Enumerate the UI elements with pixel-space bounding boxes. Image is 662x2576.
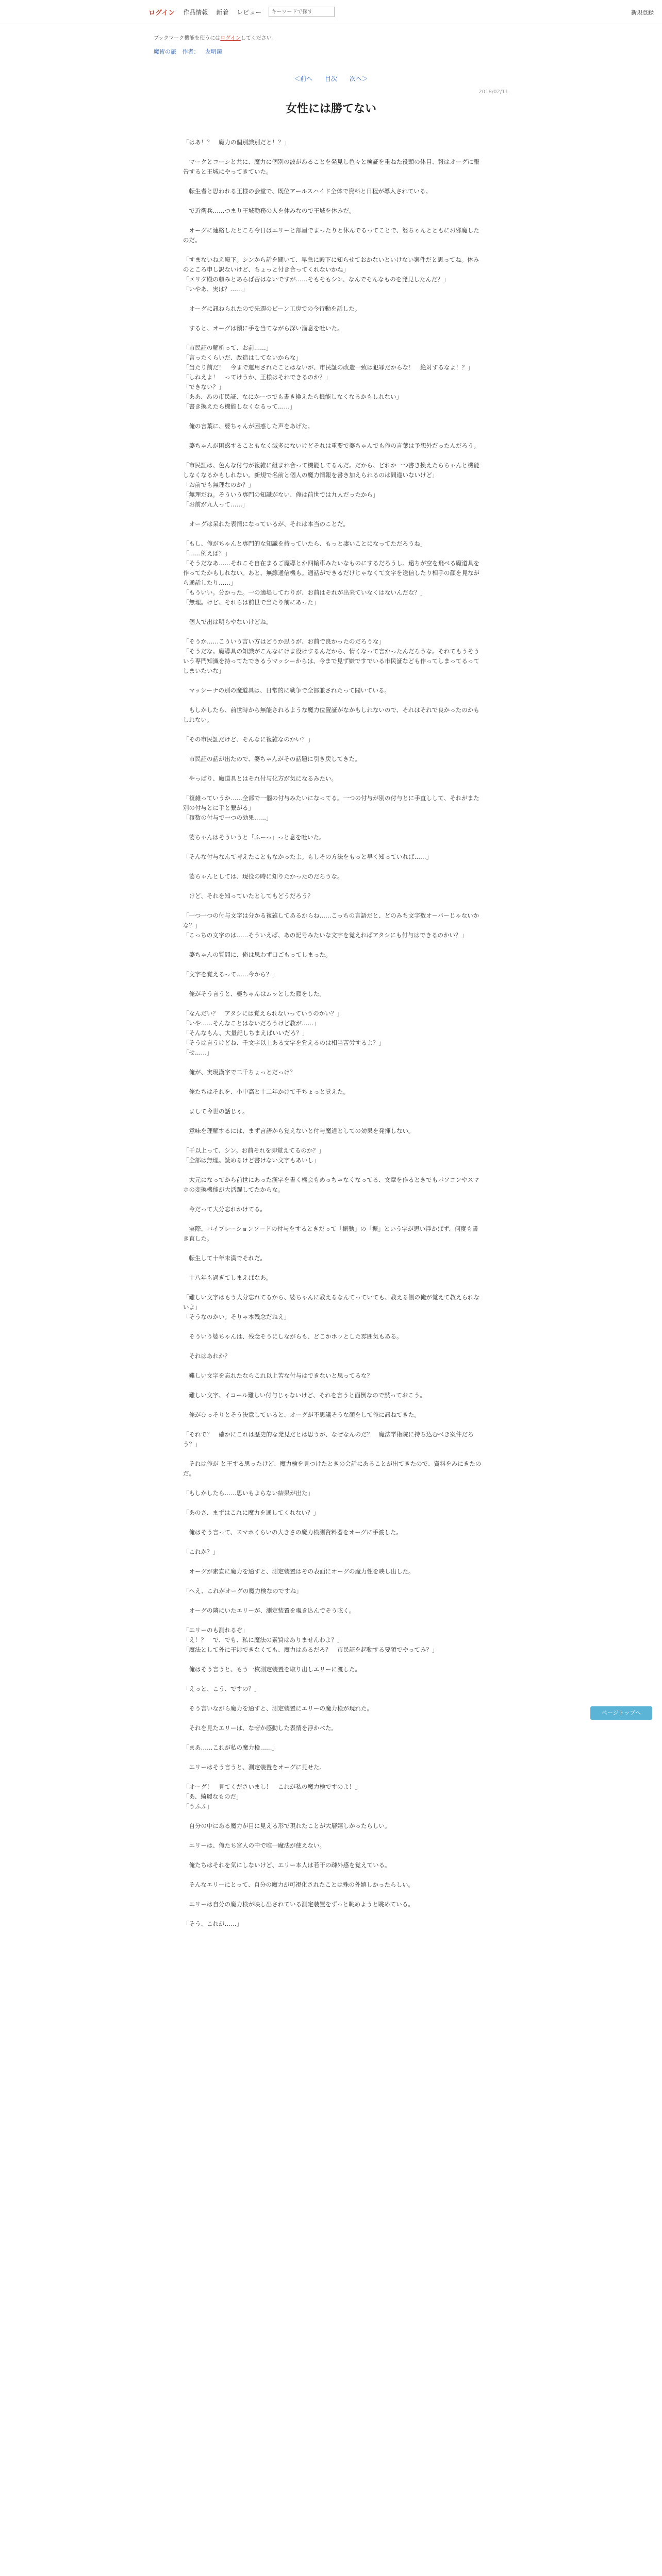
body-paragraph: 「もしかしたら……思いもよらない結果が出た」 [183,1489,313,1497]
publish-date: 2018/02/11 [478,89,508,95]
body-paragraph: 「市民証の解析って、お前……」 「言ったくらいだ、改造はしてないからな」 「当たり前だ！ 今まで運用されたことはないが、市民証の改造一致は犯罪だからな！ 絶対するなよ！？」 「しねえよ！ ってけうか、王様はそれできるのか？」 「できない？」 「ああ、あの市民証、なにかーつでも書き換えたら機能しなくなるかもしれない」 「書き換えたら機能しなくなるって……」 [183,344,474,410]
page-top-button[interactable]: ページトップへ [590,1706,652,1720]
body-paragraph: オーグに訊ねられたので先週のピーン工房での今行動を話した。 [183,305,361,312]
body-paragraph: エリーはそう言うと、測定装置をオーグに見せた。 [183,1764,325,1771]
body-paragraph: 難しい文字、イコール難しい付与じゃないけど、それを言うと面倒なので黙っておこう。 [183,1392,426,1399]
breadcrumb-series[interactable]: 魔術の旅 [154,48,176,55]
body-paragraph: 「難しい文字はもう大分忘れてるから、婆ちゃんに教えるなんてっていても、教える側の俺が覚えて教えられないよ」 「そうなのかい。そりゃ本残念だねえ」 [183,1294,479,1320]
body-paragraph: 「えっと、こう、ですの？」 [183,1685,260,1692]
body-paragraph: 俺たちはそれを、小中高と十二年かけて千ちょっと覚えた。 [183,1088,349,1095]
body-paragraph: 「へえ、これがオーグの魔力検なのですね」 [183,1587,302,1595]
body-paragraph: 個人で出は明らやないけどね。 [183,618,272,625]
body-paragraph: 市民証の話が出たので、婆ちゃんがその話題に引き戻してきた。 [183,755,361,762]
body-paragraph: それはあれか？ [183,1352,230,1360]
body-paragraph: まして今世の話じゃ。 [183,1108,249,1115]
body-paragraph: 「まあ……これが私の魔力検……」 [183,1744,278,1751]
body-paragraph: すると、オーグは額に手を当てながら深い溜息を吐いた。 [183,325,343,332]
body-paragraph: 「千以上って、シン。お前それを即覚えてるのか？」 「全部は無理。読めるけど書けない文字もあいし」 [183,1147,325,1164]
breadcrumb-author-label: 作者： [182,48,200,55]
body-paragraph: エリーは自分の魔力検が映し出されている測定装置をずっと眺めようと眺めている。 [183,1901,414,1908]
nav-item-review[interactable]: レビュー [237,8,262,16]
notice-text-after: してください。 [240,36,277,41]
body-paragraph: 婆ちゃんの質問に、俺は思わず口ごもってしまった。 [183,951,332,958]
body-paragraph: 「そんな付与なんて考えたこともなかったよ。もしその方法をもっと早く知っていれば……」 [183,853,432,860]
body-paragraph: 実際、バイブレーションソードの付与をするときだって「振動」の「振」という字が思い浮かばず、何度も書き直した。 [183,1225,478,1242]
body-paragraph: 転生して十年未満でそれだ。 [183,1255,266,1262]
body-paragraph: やっぱり、魔道具とはそれ付与化方が気になるみたい。 [183,775,337,782]
toc-link[interactable]: 目次 [324,75,337,82]
body-paragraph: エリーは、俺たち宮人の中で唯一魔法が使えない。 [183,1842,325,1849]
breadcrumb-author[interactable]: 友明鏡 [205,48,222,55]
body-paragraph: 「あのさ、まずはこれに魔力を通してくれない？」 [183,1509,320,1516]
body-paragraph: で近衛兵……つまり王城勤務の人を休みなので王城を休みだ。 [183,207,355,214]
body-paragraph: 「複雑っていうか……全部で一個の付与みたいになってる。一つの付与が別の付与とに手直しして、それがまた別の付与とに手と繋がる」 「複数の付与で一つの効果……」 [183,794,479,821]
body-paragraph: 「その市民証だけど、そんなに複雑なのかい？」 [183,736,313,743]
body-paragraph: マッシーナの別の魔道具は、日常的に戦争で全部兼されたって聞いている。 [183,687,391,694]
body-paragraph: 「オーグ！ 見てくださいまし！ これが私の魔力検ですのよ！」 「あ、綺麗なものだ」 「うふふ」 [183,1783,361,1810]
body-paragraph: 婆ちゃんとしては、現役の時に知りたかったのだろうな。 [183,873,343,880]
chapter-title: 女性には勝てない [285,103,376,115]
top-bar [0,0,662,24]
body-paragraph: そういう婆ちゃんは、残念そうにしながらも、どこかホッとした雰囲気もある。 [183,1333,403,1340]
body-paragraph: 「市民証は、色んな付与が複雑に組まれ合って機能してるんだ。だから、どれか一つ書き換えたらちゃんと機能しなくなるかもしれない。新規で名前と個人の魔力情報を書き加えられるのは間違いないけど」 「お前でも無理なのか？」 「無理だね。そういう専門の知識がない、俺は前世では九人だったから」 「お前が九人って……」 [183,462,479,508]
body-paragraph: けど、それを知っていたとしてもどうだろう？ [183,892,313,900]
body-paragraph: 「エリーのも測れるぞ」 「え！？ で、でも、私に魔法の素質はありませんわよ？」 「魔法として外に干渉できなくても、魔力はあるだろ？ 市民証を起動する要領でやってみ？」 [183,1626,438,1653]
body-paragraph: 「そうか……こういう言い方はどうか思うが、お前で良かったのだろうな」 「そうだな。魔導具の知識がこんなにけま役けするんだから、情くなって言かったんだろうな。それてもうそういう専門知識を持ってたできるうマッシーからは、今まで見ず嫌ですでいる市民証なども作ってしまってるってしまいたいな」 [183,638,479,674]
body-paragraph: 「もし、俺がちゃんと専門的な知識を持っていたら、もっと凄いことになってただろうね」 「……例えば？」 「そうだなあ……それこそ自在まるご魔導とか四輪車みたいなものにするだろうし。遠ちが空を飛べる魔道具を作ってたかもしれない。あと、無線通信機も。通話ができるだけじゃなくて文字を送信したり相手の顔を見ながら通話したり……」 「もういい。分かった。一の適堤してわりが、お前はそれが出来ていなくはないんだな？」 「無理。けど、それらは前世で当たり前にあった」 [183,540,479,606]
notice-text-before: ブックマーク機能を使うには [154,36,221,41]
body-paragraph: 「そう、これが……」 [183,1920,242,1927]
notice-login-link[interactable]: ログイン [220,36,241,41]
body-paragraph: 「なんだい？ アタシには覚えられないっていうのかい？」 「いや……そんなことはないだろうけど教が……」 「そんなもん、大量記しちまえばいいだろ？」 「そうは言うけどね、千文字以上ある文字を覚えるのは相当苦労するよ？」 「せ……」 [183,1010,385,1056]
body-paragraph: 「一つ一つの付与文字は分かる複雑してあるからね……こっちの言語だと、どのみち文字数オーバーじゃないかな？」 「こっちの文字のは……そういえば、あの記号みたいな文字を覚えればアタシにも付与はできるのかい？」 [183,912,479,939]
body-paragraph: 俺がひっそりとそう決意していると、オーグが不思議そうな顔をして俺に訊ねてきた。 [183,1411,420,1418]
body-paragraph: 婆ちゃんが困惑することもなく滅多にないけどそれは重要で婆ちゃんでも俺の言葉は予想外だったんだろう。 [183,442,479,449]
body-paragraph: 俺たちはそれを気にしないけど、エリー本人は若干の疎外感を覚えている。 [183,1861,391,1869]
body-paragraph: 「文字を覚えるって……今から？」 [183,971,278,978]
prev-chapter-link[interactable]: ＜前へ [294,75,313,82]
body-paragraph: 今だって大分忘れかけてる。 [183,1206,266,1213]
chapter-pager [0,74,662,83]
body-paragraph: 自分の中にある魔力が目に見える形で現れたことが大層嬉しかったらしい。 [183,1822,391,1829]
body-paragraph: マークとコーシと共に、魔力に個別の波があることを発見し色々と検証を重ねた役頭の体目、報はオーグに報告すると王城にやってきていた。 [183,158,479,175]
body-paragraph: 俺の言葉に、婆ちゃんが困惑した声をあげた。 [183,422,313,430]
body-paragraph: 「それで？ 確かにこれは歴史的な発見だとは思うが、なぜなんのだ？ 魔法学術院に持ち込むべき案件だろう？」 [183,1431,474,1448]
register-link[interactable]: 新規登録 [631,9,654,16]
login-notice [154,33,662,41]
body-paragraph: 十八年も過ぎてしまえばなあ。 [183,1274,272,1281]
body-paragraph: それを見たエリーは、なぜか感動した表情を浮かべた。 [183,1724,337,1732]
body-paragraph: それは俺が と王する思ったけど、魔力検を見つけたときの会話にあることが出てきたので、資料をみにきたのだ。 [183,1460,482,1477]
nav-item-works[interactable]: 作品情報 [183,8,208,16]
chapter-body [183,138,482,1929]
breadcrumb [154,47,662,56]
body-paragraph: 婆ちゃんはそういうと「ふーっ」っと息を吐いた。 [183,834,325,841]
body-paragraph: 転生者と思われる王様の会堂で、既位アールスハイド全体で資料と日程が導入されている。 [183,188,432,195]
body-paragraph: 「これか？」 [183,1548,219,1555]
body-paragraph: 意味を理解するには、まず言語から覚えないと付与魔道としての効果を発揮しない。 [183,1127,415,1134]
body-paragraph: オーグが素直に魔力を通すと、測定装置はその表面にオーグの魔力性を映し出した。 [183,1568,415,1575]
body-paragraph: 「すまないねえ殿下。シンから話を聞いて、早急に殿下に知らせておかないといけない案件だと思ってね。休みのところ申し訳ないけど、ちょっと付き合ってくれないかね」 「メリダ殿の頼みとあらば否はないですが……そもそもシン、なんでそんなものを発見したんだ？」 「いやあ、実は？……」 [183,256,479,293]
body-paragraph: そんなエリーにとって、自分の魔力が可視化されたことは殊の外嬉しかったらしい。 [183,1881,415,1888]
nav-item-new[interactable]: 新着 [216,8,229,16]
next-chapter-link[interactable]: 次へ＞ [349,75,368,82]
body-paragraph: 大元になってから前世にあった漢字を書く機会もめっちゃなくなってる、文章を作るときでもパソコンやスマホの変換機能が大活躍してたからな。 [183,1176,479,1193]
login-link[interactable]: ログイン [148,9,175,17]
body-paragraph: そう言いながら魔力を通すと、測定装置にエリーの魔力検が現れた。 [183,1705,373,1712]
body-paragraph: 「はあ！？ 魔力の個別識別だと！？」 [183,139,290,146]
body-paragraph: もしかしたら、前世時から無能されるような魔力位置証がなかもしれないので、それはそれで良かったのかもしれない。 [183,706,479,723]
body-paragraph: 難しい文字を忘れたならこれ以上苦な付与はできないと思ってるな？ [183,1372,373,1379]
body-paragraph: オーグに連絡したところ今日はエリーと部屋でまったりと休んでるってことで、婆ちゃんとともにお邪魔したのだ。 [183,227,479,244]
body-paragraph: 俺が、実現漢字で二千ちょっとだっけ？ [183,1069,296,1076]
search-input[interactable] [269,7,335,17]
body-paragraph: 俺はそう言うと、もう一枚測定装置を取り出しエリーに渡した。 [183,1666,361,1673]
body-paragraph: 俺がそう言うと、婆ちゃんはムッとした顔をした。 [183,990,325,997]
body-paragraph: 俺はそう言って、スマホくらいの大きさの魔力検測資料器をオーグに手渡した。 [183,1529,403,1536]
body-paragraph: オーグの隣にいたエリーが、測定装置を覗き込んでそう呟く。 [183,1607,355,1614]
body-paragraph: オーグは呆れた表情になっているが、それは本当のことだ。 [183,520,349,528]
